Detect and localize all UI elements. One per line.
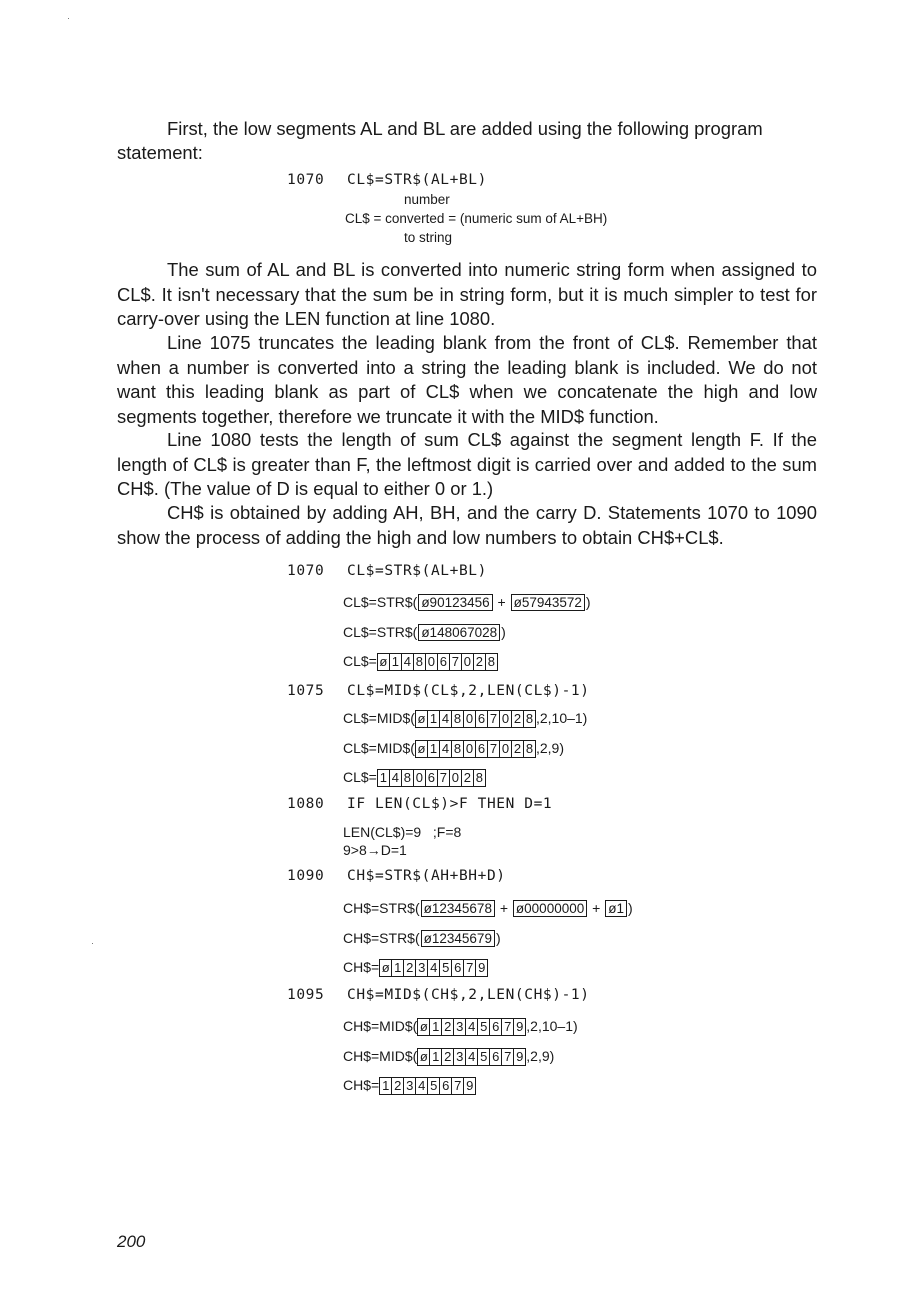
annotation-number: number — [404, 192, 450, 207]
step-1090-b — [343, 929, 501, 947]
step-text: ) — [585, 594, 591, 610]
digit-cell: 6 — [425, 770, 437, 786]
digit-cell: 0 — [461, 654, 473, 670]
page-number: 200 — [117, 1232, 146, 1251]
digit-cell: 1 — [427, 711, 439, 727]
digit-cell: 6 — [451, 960, 463, 976]
step-text: CL$= — [343, 653, 377, 669]
digit-cell: 2 — [473, 654, 485, 670]
code-line-1095 — [287, 987, 590, 1003]
digit-cell: 8 — [451, 741, 463, 757]
paragraph-line-1080: Line 1080 tests the length of sum CL$ against the segment length F. If the length of CL$ is greater than F, the leftmost digit is carried over and added to the sum CH$. (The value of D is equal to either 0 or 1.) — [117, 429, 817, 499]
digit-cell: 3 — [403, 1078, 415, 1094]
digit-cell: 7 — [449, 654, 461, 670]
step-text: CH$=STR$( — [343, 930, 420, 946]
code-line-1080 — [287, 796, 552, 812]
code-statement: CH$=STR$(AH+BH+D) — [347, 868, 506, 884]
digit-cell: 1 — [382, 1078, 390, 1094]
step-1070-b — [343, 623, 506, 641]
digit-cells — [417, 1018, 526, 1036]
step-1075-c — [343, 768, 486, 787]
step-text: ,2,10–1) — [526, 1018, 578, 1034]
step-text: CH$= — [343, 959, 380, 975]
digit-cell: 3 — [415, 960, 427, 976]
digit-cell: 1 — [429, 1049, 441, 1065]
digit-cell: 0 — [425, 654, 437, 670]
line-number: 1070 — [287, 172, 325, 188]
digit-cell: 7 — [463, 960, 475, 976]
digit-cell: 8 — [413, 654, 425, 670]
step-text: CH$=STR$( — [343, 900, 420, 916]
digit-cell: 4 — [415, 1078, 427, 1094]
step-1095-c — [343, 1076, 476, 1095]
step-text: CL$=MID$( — [343, 710, 415, 726]
paragraph-sum-converted: The sum of AL and BL is converted into numeric string form when assigned to CL$. It isn't necessary that the sum be in string form, but it is much simpler to test for carry-over using the LEN function at line 1080. — [117, 259, 817, 329]
digit-cells — [415, 740, 536, 758]
digit-cell: 2 — [461, 770, 473, 786]
value-box: ø00000000 — [513, 900, 587, 917]
digit-cell: ø — [419, 1019, 428, 1035]
digit-cells — [379, 1077, 476, 1095]
digit-cell: 3 — [453, 1019, 465, 1035]
digit-cell: 1 — [391, 960, 403, 976]
digit-cells — [417, 1048, 526, 1066]
digit-cell: 5 — [427, 1078, 439, 1094]
line-number: 1095 — [287, 987, 325, 1003]
digit-cell: 2 — [511, 711, 523, 727]
step-text: ,2,10–1) — [535, 710, 588, 726]
value-box: ø1 — [605, 900, 627, 917]
digit-cell: 8 — [401, 770, 413, 786]
digit-cell: ø — [381, 960, 390, 976]
step-1070-a — [343, 593, 591, 611]
step-text: CH$=MID$( — [343, 1048, 418, 1064]
paragraph-chs: CH$ is obtained by adding AH, BH, and the carry D. Statements 1070 to 1090 show the process of adding the high and low numbers to obtain CH$+CL$. — [117, 502, 817, 548]
digit-cell: 6 — [475, 711, 487, 727]
step-text: ,2,9) — [535, 740, 564, 756]
code-statement: IF LEN(CL$)>F THEN D=1 — [347, 796, 553, 812]
step-1095-a — [343, 1017, 578, 1036]
value-box: ø148067028 — [418, 624, 500, 641]
digit-cell: 4 — [389, 770, 401, 786]
code-statement: CL$=STR$(AL+BL) — [347, 172, 487, 188]
value-box: ø57943572 — [511, 594, 585, 611]
line-number: 1075 — [287, 683, 325, 699]
paragraph-line-1075: Line 1075 truncates the leading blank from the front of CL$. Remember that when a number is converted into a string the leading blank is included. We do not want this leading blank as part of CL$ when we concatenate the high and low segments together, therefore we truncate it with the MID$ function. — [117, 332, 817, 427]
step-text: CH$=MID$( — [343, 1018, 418, 1034]
step-text: CL$= — [343, 769, 377, 785]
code-line-1070-walk — [287, 563, 487, 579]
digit-cell: 7 — [437, 770, 449, 786]
step-1075-b — [343, 739, 564, 758]
intro-line-1: First, the low segments AL and BL are added using the following program — [167, 118, 763, 139]
step-text: ) — [627, 900, 633, 916]
step-text: CH$= — [343, 1077, 380, 1093]
digit-cell: 1 — [427, 741, 439, 757]
digit-cell: 4 — [439, 711, 451, 727]
digit-cell: ø — [419, 1049, 428, 1065]
digit-cell: 0 — [499, 711, 511, 727]
digit-cells — [377, 769, 486, 787]
digit-cells — [377, 653, 498, 671]
step-text: ) — [501, 624, 506, 640]
step-text: CL$=STR$( — [343, 594, 418, 610]
digit-cell: 6 — [489, 1019, 501, 1035]
digit-cell: 0 — [499, 741, 511, 757]
line-number: 1070 — [287, 563, 325, 579]
annotation-to-string: to string — [404, 230, 453, 245]
digit-cells — [379, 959, 488, 977]
plus-sign: + — [588, 900, 605, 916]
digit-cell: 0 — [413, 770, 425, 786]
digit-cell: 5 — [477, 1019, 489, 1035]
digit-cell: 7 — [451, 1078, 463, 1094]
code-statement: CL$=STR$(AL+BL) — [347, 563, 487, 579]
digit-cell: 8 — [523, 741, 535, 757]
digit-cell: 4 — [427, 960, 439, 976]
step-1070-c — [343, 652, 498, 671]
step-1090-a — [343, 899, 633, 917]
digit-cell: 6 — [489, 1049, 501, 1065]
digit-cell: ø — [379, 654, 388, 670]
digit-cell: 8 — [451, 711, 463, 727]
digit-cell: 2 — [403, 960, 415, 976]
line-number: 1080 — [287, 796, 325, 812]
digit-cell: 8 — [485, 654, 497, 670]
digit-cell: 4 — [465, 1049, 477, 1065]
value-box: ø12345679 — [421, 930, 495, 947]
step-text: ,2,9) — [526, 1048, 555, 1064]
digit-cell: 2 — [391, 1078, 403, 1094]
scan-speck — [92, 943, 93, 944]
step-1090-c — [343, 958, 488, 977]
digit-cell: 1 — [379, 770, 387, 786]
intro-line-2: statement: — [117, 142, 203, 163]
digit-cell: 4 — [439, 741, 451, 757]
step-text: ) — [495, 930, 501, 946]
code-statement: CH$=MID$(CH$,2,LEN(CH$)-1) — [347, 987, 590, 1003]
digit-cell: ø — [417, 741, 426, 757]
digit-cell: 6 — [475, 741, 487, 757]
digit-cell: 7 — [501, 1049, 513, 1065]
digit-cell: 1 — [389, 654, 401, 670]
digit-cell: 2 — [441, 1049, 453, 1065]
step-1075-a — [343, 709, 587, 728]
digit-cell: 7 — [487, 741, 499, 757]
step-text: CL$=MID$( — [343, 740, 415, 756]
digit-cell: 6 — [437, 654, 449, 670]
digit-cell: 4 — [401, 654, 413, 670]
step-1095-b — [343, 1047, 554, 1066]
digit-cell: 7 — [487, 711, 499, 727]
digit-cell: 2 — [511, 741, 523, 757]
annotation-converted: CL$ = converted = (numeric sum of AL+BH) — [345, 211, 608, 226]
value-box: ø90123456 — [418, 594, 492, 611]
code-line-1075 — [287, 683, 590, 699]
digit-cell: 8 — [473, 770, 485, 786]
digit-cell: 4 — [465, 1019, 477, 1035]
digit-cell: 1 — [429, 1019, 441, 1035]
digit-cell: 9 — [475, 960, 487, 976]
step-text: CL$=STR$( — [343, 624, 418, 640]
digit-cells — [415, 710, 536, 728]
digit-cell: 0 — [463, 741, 475, 757]
scan-speck — [68, 18, 69, 19]
digit-cell: 5 — [477, 1049, 489, 1065]
step-1080-a: LEN(CL$)=9 ;F=8 — [343, 824, 462, 840]
digit-cell: 3 — [453, 1049, 465, 1065]
digit-cell: 8 — [523, 711, 535, 727]
code-line-1090 — [287, 868, 506, 884]
digit-cell: 9 — [513, 1049, 525, 1065]
digit-cell: ø — [417, 711, 426, 727]
step-1080-b: 9>8→D=1 — [343, 842, 407, 858]
digit-cell: 0 — [463, 711, 475, 727]
line-number: 1090 — [287, 868, 325, 884]
digit-cell: 9 — [513, 1019, 525, 1035]
digit-cell: 0 — [449, 770, 461, 786]
value-box: ø12345678 — [421, 900, 495, 917]
digit-cell: 9 — [463, 1078, 475, 1094]
plus-sign: + — [493, 594, 510, 610]
code-statement: CL$=MID$(CL$,2,LEN(CL$)-1) — [347, 683, 590, 699]
digit-cell: 2 — [441, 1019, 453, 1035]
digit-cell: 6 — [439, 1078, 451, 1094]
code-line-1070 — [287, 172, 487, 188]
digit-cell: 7 — [501, 1019, 513, 1035]
plus-sign: + — [495, 900, 512, 916]
digit-cell: 5 — [439, 960, 451, 976]
